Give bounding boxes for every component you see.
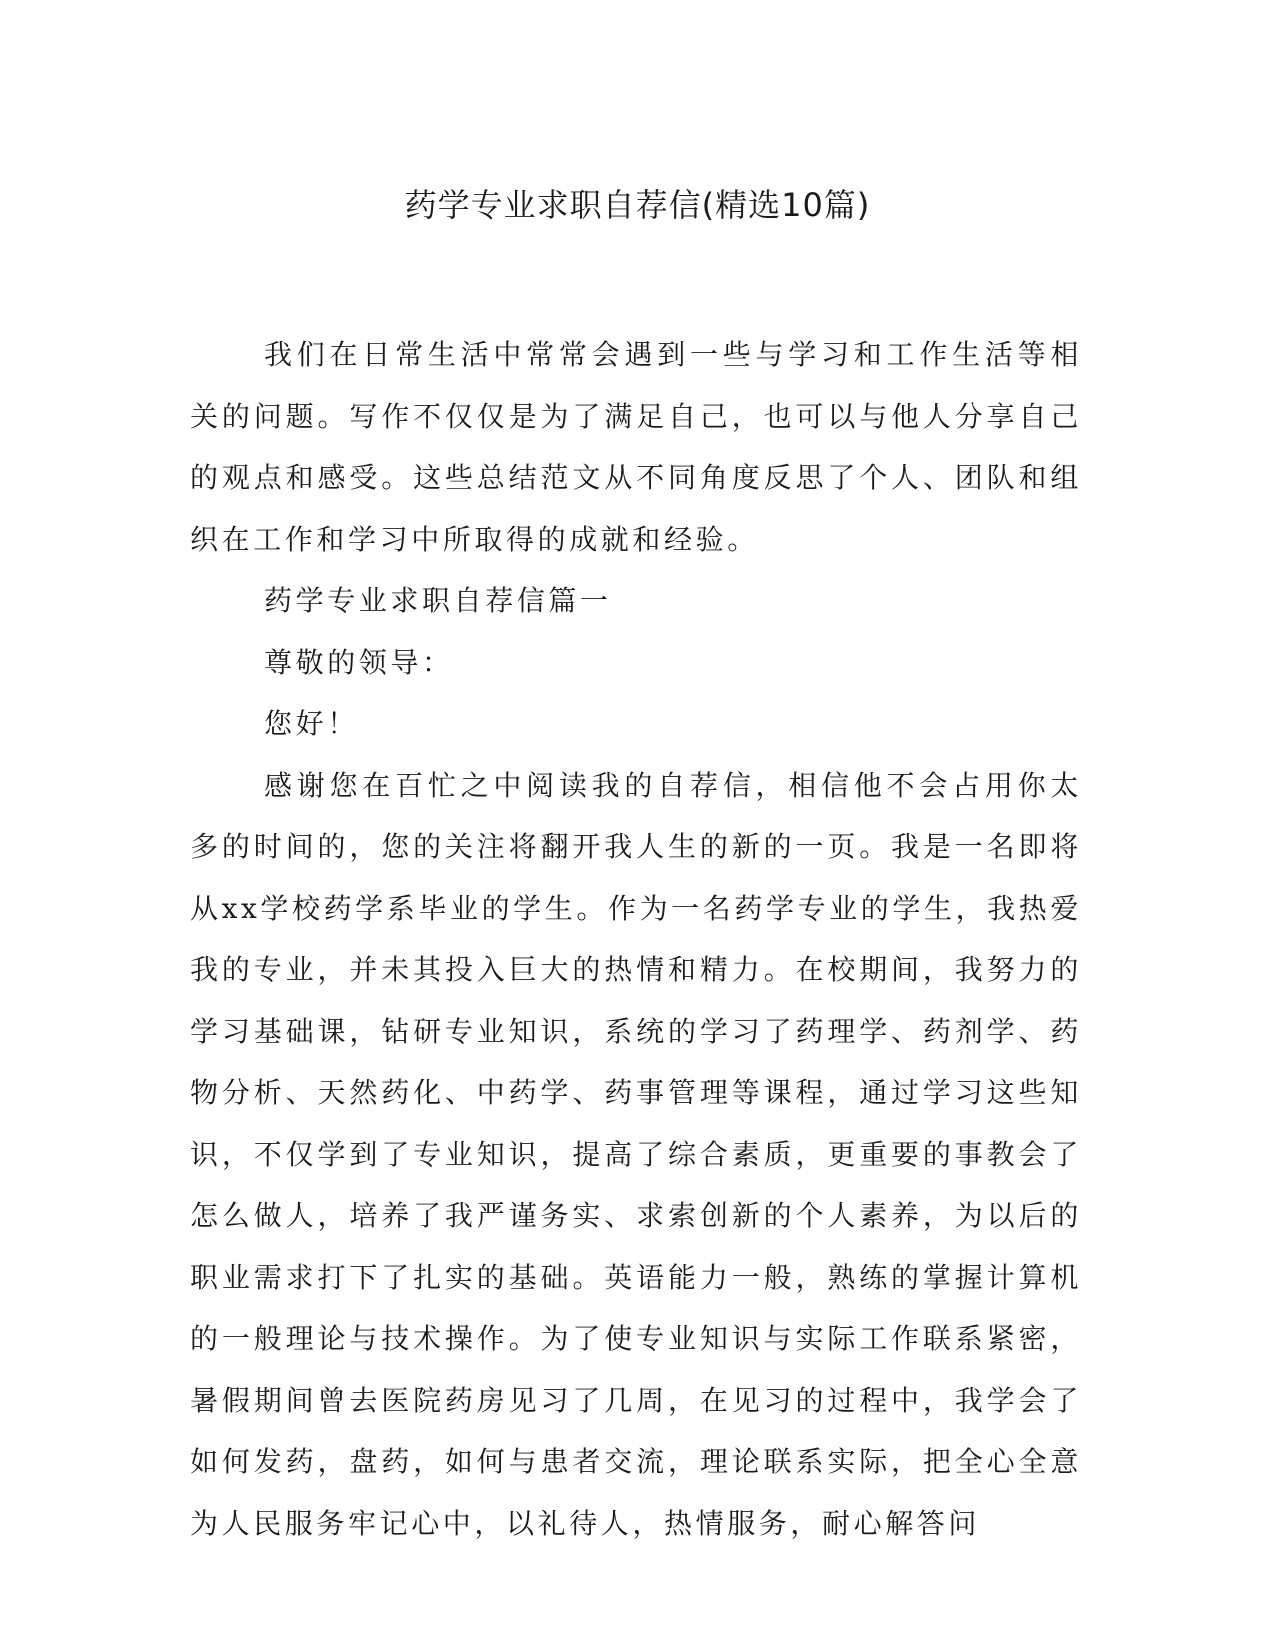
intro-paragraph: 我们在日常生活中常常会遇到一些与学习和工作生活等相关的问题。写作不仅仅是为了满足自己，也可以与他人分享自己的观点和感受。这些总结范文从不同角度反思了个人、团队和组织在工作和学习中所取得的成就和经验。 [190, 338, 1082, 556]
letter-body-paragraph: 感谢您在百忙之中阅读我的自荐信，相信他不会占用你太多的时间的，您的关注将翻开我人生的新的一页。我是一名即将从xx学校药学系毕业的学生。作为一名药学专业的学生，我热爱我的专业，并未其投入巨大的热情和精力。在校期间，我努力的学习基础课，钻研专业知识，系统的学习了药理学、药剂学、药物分析、天然药化、中药学、药事管理等课程，通过学习这些知识，不仅学到了专业知识，提高了综合素质，更重要的事教会了怎么做人，培养了我严谨务实、求索创新的个人素养，为以后的职业需求打下了扎实的基础。英语能力一般，熟练的掌握计算机的一般理论与技术操作。为了使专业知识与实际工作联系紧密，暑假期间曾去医院药房见习了几周，在见习的过程中，我学会了如何发药，盘药，如何与患者交流，理论联系实际，把全心全意为人民服务牢记心中，以礼待人，热情服务，耐心解答问 [190, 768, 1082, 1540]
greeting: 您好！ [264, 707, 359, 740]
salutation: 尊敬的领导： [264, 645, 454, 679]
section-heading: 药学专业求职自荐信篇一 [264, 584, 612, 617]
document-body [190, 324, 1082, 1554]
document-title: 药学专业求职自荐信(精选10篇) [404, 186, 871, 224]
